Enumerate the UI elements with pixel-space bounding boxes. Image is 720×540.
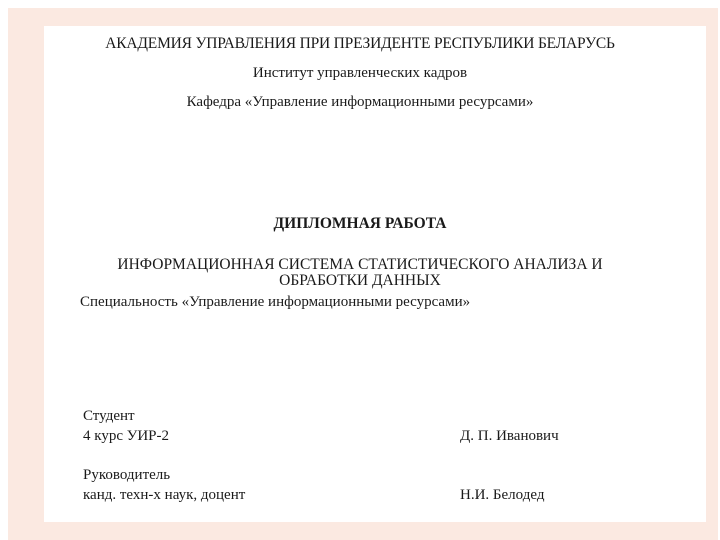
supervisor-name: Н.И. Белодед: [460, 487, 545, 503]
specialty-line: Специальность «Управление информационными ресурсами»: [80, 294, 471, 310]
thesis-topic-line-2: ОБРАБОТКИ ДАННЫХ: [279, 272, 441, 289]
student-name: Д. П. Иванович: [460, 428, 559, 444]
academy-title: АКАДЕМИЯ УПРАВЛЕНИЯ ПРИ ПРЕЗИДЕНТЕ РЕСПУБЛИКИ БЕЛАРУСЬ: [105, 35, 615, 52]
institute-name: Институт управленческих кадров: [252, 65, 468, 81]
department-name: Кафедра «Управление информационными ресурсами»: [186, 94, 534, 110]
thesis-topic-line-1: ИНФОРМАЦИОННАЯ СИСТЕМА СТАТИСТИЧЕСКОГО АНАЛИЗА И: [117, 256, 603, 273]
student-group: 4 курс УИР-2: [83, 428, 170, 444]
supervisor-degree: канд. техн-х наук, доцент: [83, 487, 246, 503]
student-role-label: Студент: [83, 408, 135, 424]
supervisor-role-label: Руководитель: [83, 467, 171, 483]
document-type-heading: ДИПЛОМНАЯ РАБОТА: [273, 215, 447, 232]
